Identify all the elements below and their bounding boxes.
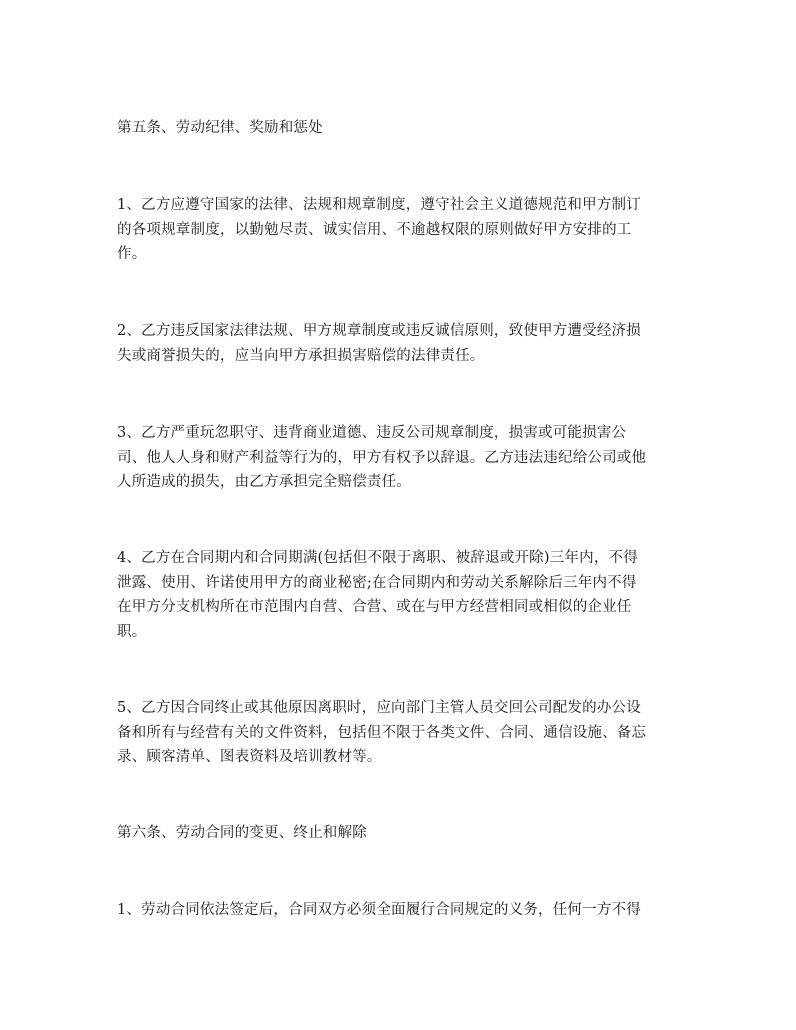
section-5-clause-3: 3、乙方严重玩忽职守、违背商业道德、违反公司规章制度，损害或可能损害公 司、他人人身和财产利益等行为的，甲方有权予以辞退。乙方违法违纪给公司或他 人所造成的损失，由乙方承担完全赔偿责任。 [117,425,647,490]
section-6-title: 第六条、劳动合同的变更、终止和解除 [117,825,367,841]
section-5-clause-4: 4、乙方在合同期内和合同期满(包括但不限于离职、被辞退或开除)三年内，不得 泄露、使用、许诺使用甲方的商业秘密;在合同期内和劳动关系解除后三年内不得 在甲方分支机构所在市范围内自营、合营、或在与甲方经营相同或相似的企业任 职。 [117,550,638,640]
section-5-clause-1: 1、乙方应遵守国家的法律、法规和规章制度，遵守社会主义道德规范和甲方制订 的各项规章制度，以勤勉尽责、诚实信用、不逾越权限的原则做好甲方安排的工 作。 [117,197,641,262]
section-5-title: 第五条、劳动纪律、奖励和惩处 [117,120,323,136]
section-5-clause-5: 5、乙方因合同终止或其他原因离职时，应向部门主管人员交回公司配发的办公设 备和所有与经营有关的文件资料，包括但不限于各类文件、合同、通信设施、备忘 录、顾客清单、图表资料及培训教材等。 [117,700,647,765]
section-6-clause-1: 1、劳动合同依法签定后，合同双方必须全面履行合同规定的义务，任何一方不得 [117,902,641,918]
section-5-clause-2: 2、乙方违反国家法律法规、甲方规章制度或违反诚信原则，致使甲方遭受经济损 失或商誉损失的，应当向甲方承担损害赔偿的法律责任。 [117,323,641,364]
